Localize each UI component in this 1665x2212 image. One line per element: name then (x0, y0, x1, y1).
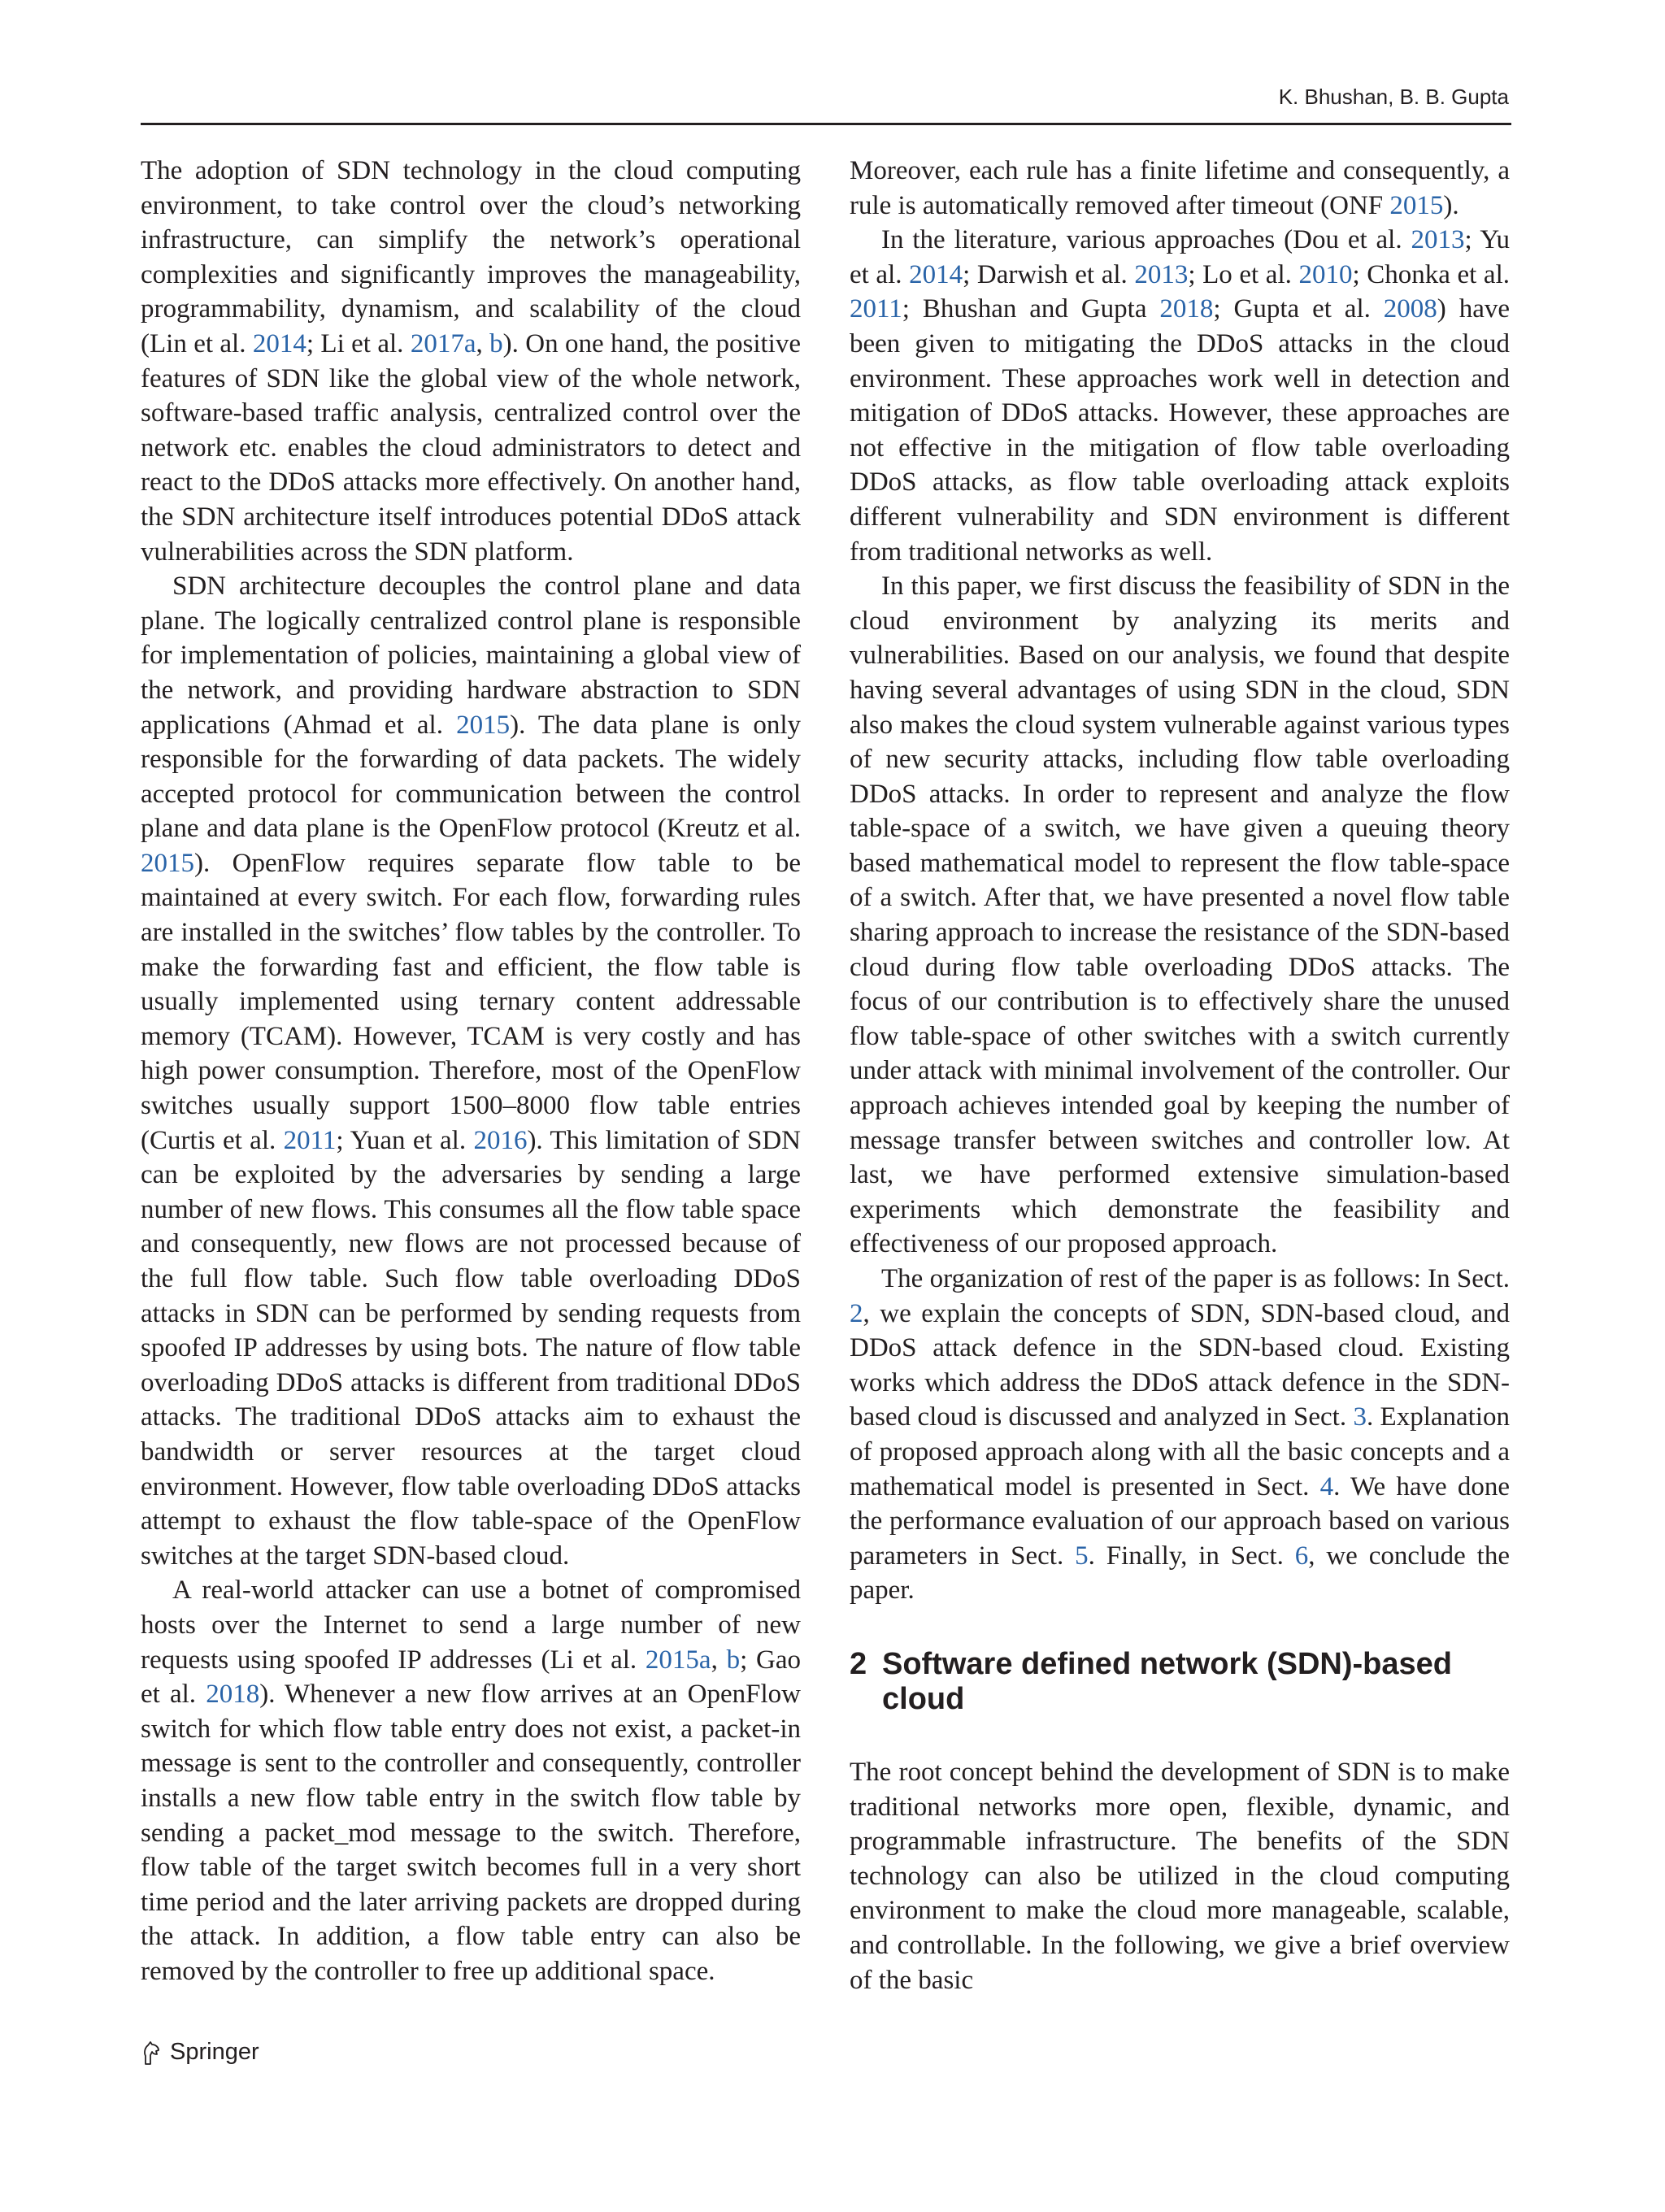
paragraph: In this paper, we first discuss the feasibility of SDN in the cloud environment by analyzing its merits and vulnerabilities. Based on our analysis, we found that despite having several advantages of using SDN in the cloud, SDN also makes the cloud system vulnerable against various types of new security attacks, including flow table overloading DDoS attacks. In order to represent and analyze the flow table-space of a switch, we have given a queuing theory based mathematical model to represent the flow table-space of a switch. After that, we have presented a novel flow table sharing approach to increase the resistance of the SDN-based cloud during flow table overloading DDoS attacks. The focus of our contribution is to effectively share the unused flow table-space of other switches with a switch currently under attack with minimal involvement of the controller. Our approach achieves intended goal by keeping the number of message transfer between switches and controller low. At last, we have performed extensive simulation-based experiments which demonstrate the feasibility and effectiveness of our proposed approach. (850, 571, 1510, 1259)
citation-link[interactable]: 2011 (850, 294, 902, 324)
publisher-name: Springer (170, 2039, 259, 2065)
citation-link[interactable]: 2008 (1383, 294, 1437, 324)
citation-link[interactable]: 2016 (473, 1125, 528, 1155)
citation-link[interactable]: 2015 (141, 848, 194, 878)
running-header-authors: K. Bhushan, B. B. Gupta (1278, 85, 1509, 109)
citation-link[interactable]: 4 (1319, 1471, 1334, 1501)
right-column (850, 154, 1510, 1997)
section-number: 2 (850, 1646, 867, 1681)
citation-link[interactable]: 2018 (1159, 294, 1214, 324)
header-rule (141, 123, 1511, 125)
citation-link[interactable]: 5 (1075, 1541, 1089, 1571)
paragraph: The adoption of SDN technology in the cloud computing environment, to take control over the cloud’s networking infrastructure, can simplify the network’s operational complexities and significantly improves the manageability, programmability, dynamism, and scalability of the cloud (Lin et al. 2014; Li et al. 2017a, b). On one hand, the positive features of SDN like the global view of the whole network, software-based traffic analysis, centralized control over the network etc. enables the cloud administrators to detect and react to the DDoS attacks more effectively. On another hand, the SDN architecture itself introduces potential DDoS attack vulnerabilities across the SDN platform. (141, 156, 801, 567)
springer-horse-icon (141, 2040, 163, 2066)
paragraph: A real-world attacker can use a botnet of compromised hosts over the Internet to send a large number of new requests using spoofed IP addresses (Li et al. 2015a, b; Gao et al. 2018). Whenever a new flow arrives at an OpenFlow switch for which flow table entry does not exist, a packet-in message is sent to the controller and consequently, controller installs a new flow table entry in the switch flow table by sending a packet_mod message to the switch. Therefore, flow table of the target switch becomes full in a very short time period and the later arriving packets are dropped during the attack. In addition, a flow table entry can also be removed by the controller to free up additional space. (141, 1575, 801, 1986)
citation-link[interactable]: 2014 (252, 328, 306, 359)
citation-link[interactable]: 2015 (456, 710, 511, 740)
citation-link[interactable]: 2015 (1389, 190, 1444, 220)
publisher-footer (141, 2039, 259, 2066)
citation-link[interactable]: 3 (1353, 1402, 1367, 1432)
citation-link[interactable]: 2 (850, 1298, 863, 1328)
citation-link[interactable]: 2014 (909, 259, 963, 289)
section-title: Software defined network (SDN)-based cloud (882, 1646, 1452, 1716)
section-heading (850, 1647, 1510, 1717)
citation-link[interactable]: b (726, 1645, 741, 1675)
paragraph: In the literature, various approaches (Dou et al. 2013; Yu et al. 2014; Darwish et al. 2013; Lo et al. 2010; Chonka et al. 2011; Bhushan and Gupta 2018; Gupta et al. 2008) have been given to mitigating the DDoS attacks in the cloud environment. These approaches work well in detection and mitigation of DDoS attacks. However, these approaches are not effective in the mitigation of flow table overloading DDoS attacks, as flow table overloading attack exploits different vulnerability and SDN environment is different from traditional networks as well. (850, 225, 1511, 567)
citation-link[interactable]: 2013 (1411, 225, 1465, 255)
citation-link[interactable]: b (489, 328, 503, 359)
citation-link[interactable]: 2018 (206, 1680, 260, 1710)
citation-link[interactable]: 2015a (645, 1645, 711, 1675)
paragraph: The root concept behind the development of SDN is to make traditional networks more open, flexible, dynamic, and programmable infrastructure. The benefits of the SDN technology can also be utilized in the cloud computing environment to make the cloud more manageable, scalable, and controllable. In the following, we give a brief overview of the basic (850, 1757, 1510, 1995)
left-column (141, 154, 801, 1988)
citation-link[interactable]: 2017a (410, 328, 476, 359)
paragraph: The organization of rest of the paper is as follows: In Sect. 2, we explain the concepts of SDN, SDN-based cloud, and DDoS attack defence in the SDN-based cloud. Existing works which address the DDoS attack defence in the SDN-based cloud is discussed and analyzed in Sect. 3. Explanation of proposed approach along with all the basic concepts and a mathematical model is presented in Sect. 4. We have done the performance evaluation of our approach based on various parameters in Sect. 5. Finally, in Sect. 6, we conclude the paper. (850, 1264, 1510, 1606)
citation-link[interactable]: 2010 (1298, 259, 1353, 289)
citation-link[interactable]: 2013 (1134, 259, 1189, 289)
paragraph: Moreover, each rule has a finite lifetime and consequently, a rule is automatically removed after timeout (ONF 2015). (850, 156, 1510, 220)
paragraph: SDN architecture decouples the control plane and data plane. The logically centralized control plane is responsible for implementation of policies, maintaining a global view of the network, and providing hardware abstraction to SDN applications (Ahmad et al. 2015). The data plane is only responsible for the forwarding of data packets. The widely accepted protocol for communication between the control plane and data plane is the OpenFlow protocol (Kreutz et al. 2015). OpenFlow requires separate flow table to be maintained at every switch. For each flow, forwarding rules are installed in the switches’ flow tables by the controller. To make the forwarding fast and efficient, the flow table is usually implemented using ternary content addressable memory (TCAM). However, TCAM is very costly and has high power consumption. Therefore, most of the OpenFlow switches usually support 1500–8000 flow table entries (Curtis et al. 2011; Yuan et al. 2016). This limitation of SDN can be exploited by the adversaries by sending a large number of new flows. This consumes all the flow table space and consequently, new flows are not processed because of the full flow table. Such flow table overloading DDoS attacks in SDN can be performed by sending requests from spoofed IP addresses by using bots. The nature of flow table overloading DDoS attacks is different from traditional DDoS attacks. The traditional DDoS attacks aim to exhaust the bandwidth or server resources at the target cloud environment. However, flow table overloading DDoS attacks attempt to exhaust the flow table-space of the OpenFlow switches at the target SDN-based cloud. (141, 571, 801, 1571)
citation-link[interactable]: 6 (1294, 1541, 1309, 1571)
citation-link[interactable]: 2011 (283, 1125, 337, 1155)
